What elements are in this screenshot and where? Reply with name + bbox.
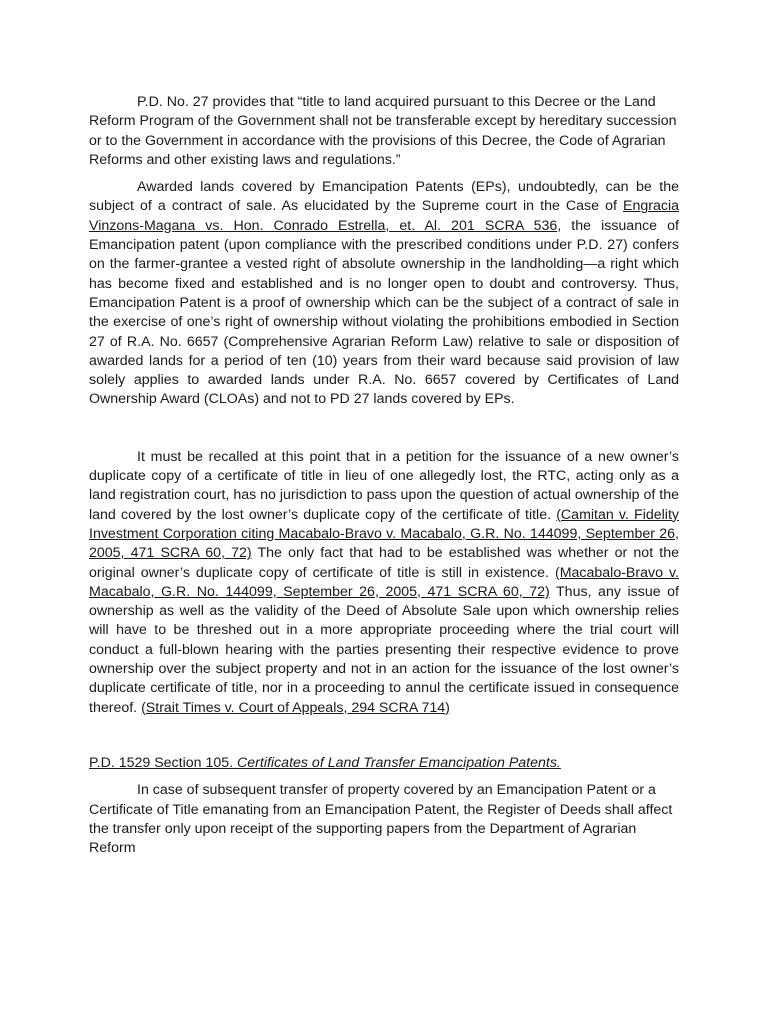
paragraph-text: It must be recalled at this point that in a petition for the issuance of a new owner’s duplicate copy of a certificate of title in lieu of one allegedly lost, the RTC, acting only as a land registration court, has no jurisdiction to pass upon the question of actual ownership of the land covered by the lost owner’s duplicate copy of the certificate of title.: [89, 448, 679, 523]
paragraph-text: P.D. No. 27 provides that “title to land acquired pursuant to this Decree or the Land Reform Program of the Government shall not be transferable except by hereditary succession or to the Government in accordance with the provisions of this Decree, the Code of Agrarian Reforms and other existing laws and regulations.”: [89, 94, 677, 168]
section-heading-title: Certificates of Land Transfer Emancipation Patents.: [237, 754, 561, 771]
document-page: [89, 93, 679, 858]
paragraph-subsequent-transfer: [89, 781, 679, 858]
paragraph-text: Awarded lands covered by Emancipation Patents (EPs), undoubtedly, can be the subject of a contract of sale. As elucidated by the Supreme court in the Case of: [89, 179, 679, 215]
paragraph-text: The only fact that had to be established was whether or not the original owner’s duplicate copy of certificate of title is still in existence.: [89, 545, 679, 581]
paragraph-pd27-provision: [89, 93, 679, 170]
case-citation: Engracia Vinzons-Magana vs. Hon. Conrado Estrella, et. Al. 201 SCRA 536: [89, 198, 679, 234]
paragraph-rtc-jurisdiction: [89, 448, 679, 718]
case-citation: (Macabalo-Bravo v. Macabalo, G.R. No. 144099, September 26, 2005, 471 SCRA 60, 72): [89, 564, 679, 600]
paragraph-text: Thus, any issue of ownership as well as the validity of the Deed of Absolute Sale upon which ownership relies will have to be threshed out in a more appropriate proceeding where the trial court will conduct a full-blown hearing with the parties presenting their respective evidence to prove ownership over the subject property and not in an action for the issuance of the lost owner’s duplicate certificate of title, nor in a proceeding to annul the certificate issued in consequence thereof.: [89, 583, 679, 716]
paragraph-emancipation-patents: [89, 178, 679, 410]
paragraph-text: In case of subsequent transfer of property covered by an Emancipation Patent or a Certificate of Title emanating from an Emancipation Patent, the Register of Deeds shall affect the transfer only upon receipt of the supporting papers from the Department of Agrarian Reform: [89, 782, 673, 857]
paragraph-text: , the issuance of Emancipation patent (upon compliance with the prescribed conditions under P.D. 27) confers on the farmer-grantee a vested right of absolute ownership in the landholding—a right which has become fixed and established and is no longer open to doubt and controversy. Thus, Emancipation Patent is a proof of ownership which can be the subject of a contract of sale in the exercise of one’s right of ownership without violating the prohibitions embodied in Section 27 of R.A. No. 6657 (Comprehensive Agrarian Reform Law) relative to sale or disposition of awarded lands for a period of ten (10) years from their ward because said provision of law solely applies to awarded lands under R.A. No. 6657 covered by Certificates of Land Ownership Award (CLOAs) and not to PD 27 lands covered by EPs.: [89, 217, 679, 408]
case-citation: (Strait Times v. Court of Appeals, 294 SCRA 714): [141, 699, 450, 716]
section-heading: [89, 754, 679, 773]
case-citation: (Camitan v. Fidelity Investment Corporation citing Macabalo-Bravo v. Macabalo, G.R. No. 144099, September 26, 2005, 471 SCRA 60, 72): [89, 506, 679, 562]
section-heading-prefix: P.D. 1529 Section 105.: [89, 754, 238, 771]
